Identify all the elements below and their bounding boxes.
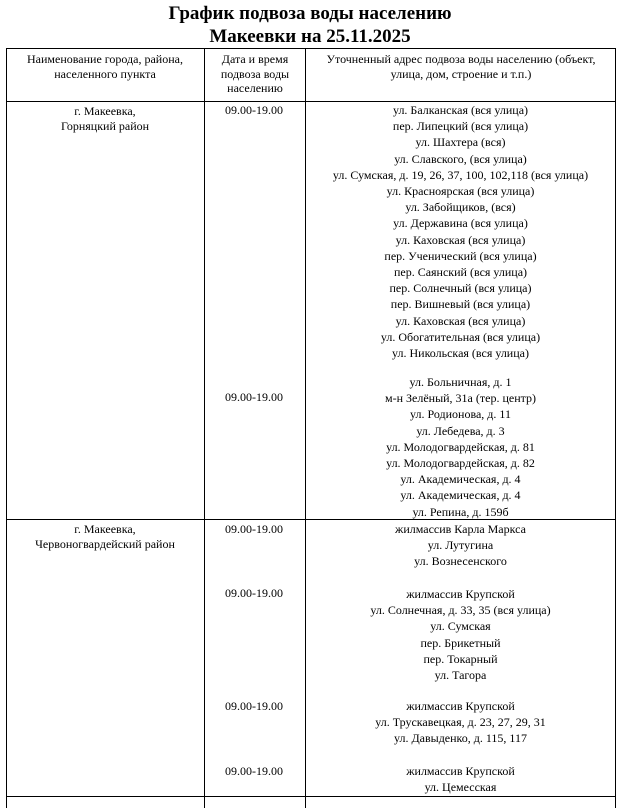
address-item: ул. Лебедева, д. 3 xyxy=(416,423,505,438)
address-item: ул. Каховская (вся улица) xyxy=(395,313,526,328)
address-item: ул. Обогатительная (вся улица) xyxy=(380,329,541,344)
address-item: ул. Балканская (вся улица) xyxy=(392,103,529,117)
address-item: пер. Ученический (вся улица) xyxy=(384,248,537,263)
address-item: ул. Молодогвардейская, д. 81 xyxy=(386,439,535,454)
address-list xyxy=(305,698,616,747)
address-item: ул. Давыденко, д. 115, 117 xyxy=(394,731,527,746)
district-label: Горняцкий район xyxy=(60,119,150,133)
address-item: пер. Липецкий (вся улица) xyxy=(392,119,529,134)
address-item: ул. Сумская, д. 19, 26, 37, 100, 102,118 (вся улица) xyxy=(332,167,589,182)
address-item: жилмассив Крупской xyxy=(406,699,515,713)
address-item: ул. Академическая, д. 4 xyxy=(400,472,521,487)
address-item: ул. Никольская (вся улица) xyxy=(392,346,529,361)
address-list xyxy=(305,102,616,361)
delivery-time: 09.00-19.00 xyxy=(225,103,283,117)
delivery-time: 09.00-19.00 xyxy=(225,522,283,536)
column-divider xyxy=(204,48,205,808)
delivery-time: 09.00-19.00 xyxy=(225,586,283,600)
header-location: Наименование города, района, населенного пункта xyxy=(27,52,183,81)
address-item: жилмассив Крупской xyxy=(406,764,515,778)
address-item: пер. Вишневый (вся улица) xyxy=(390,297,531,312)
delivery-time: 09.00-19.00 xyxy=(225,764,283,778)
address-item: ул. Тагора xyxy=(434,668,487,683)
address-item: ул. Академическая, д. 4 xyxy=(400,488,521,503)
address-item: ул. Репина, д. 159б xyxy=(412,504,509,519)
district-city: г. Макеевка, xyxy=(74,104,136,118)
address-list xyxy=(305,374,616,520)
document-title: График подвоза воды населению xyxy=(168,3,452,24)
address-list xyxy=(305,521,616,570)
address-item: пер. Солнечный (вся улица) xyxy=(389,281,532,296)
address-list xyxy=(305,763,616,795)
address-item: ул. Забойщиков, (вся) xyxy=(405,200,516,215)
address-item: жилмассив Карла Маркса xyxy=(395,522,526,536)
address-item: пер. Брикетный xyxy=(420,635,501,650)
address-item: жилмассив Крупской xyxy=(406,587,515,601)
header-address: Уточненный адрес подвоза воды населению (объект, улица, дом, строение и т.п.) xyxy=(326,52,596,81)
district-name xyxy=(8,104,202,134)
address-list xyxy=(305,586,616,683)
district-name xyxy=(8,522,202,552)
header-datetime: Дата и время подвоза воды населению xyxy=(220,52,290,95)
address-item: ул. Красноярская (вся улица) xyxy=(386,184,535,199)
address-item: м-н Зелёный, 31а (тер. центр) xyxy=(384,391,537,406)
delivery-time: 09.00-19.00 xyxy=(225,390,283,404)
address-item: ул. Трускавецкая, д. 23, 27, 29, 31 xyxy=(375,715,546,730)
address-item: ул. Молодогвардейская, д. 82 xyxy=(386,456,535,471)
address-item: ул. Шахтера (вся) xyxy=(415,135,506,150)
document-subtitle: Макеевки на 25.11.2025 xyxy=(209,26,411,47)
address-item: ул. Каховская (вся улица) xyxy=(395,232,526,247)
address-item: ул. Лутугина xyxy=(427,538,494,553)
address-item: ул. Солнечная, д. 33, 35 (вся улица) xyxy=(370,603,551,618)
section-divider xyxy=(6,796,616,797)
delivery-time: 09.00-19.00 xyxy=(225,699,283,713)
address-item: пер. Токарный xyxy=(423,651,498,666)
address-item: ул. Славского, (вся улица) xyxy=(394,151,527,166)
district-label: Червоногвардейский район xyxy=(35,537,175,551)
address-item: пер. Саянский (вся улица) xyxy=(393,265,528,280)
address-item: ул. Вознесенского xyxy=(414,554,507,569)
district-city: г. Макеевка, xyxy=(74,522,136,536)
address-item: ул. Больничная, д. 1 xyxy=(409,375,512,389)
address-item: ул. Державина (вся улица) xyxy=(393,216,528,231)
address-item: ул. Сумская xyxy=(430,619,491,634)
address-item: ул. Родионова, д. 11 xyxy=(410,407,511,422)
address-item: ул. Цемесская xyxy=(424,780,497,795)
